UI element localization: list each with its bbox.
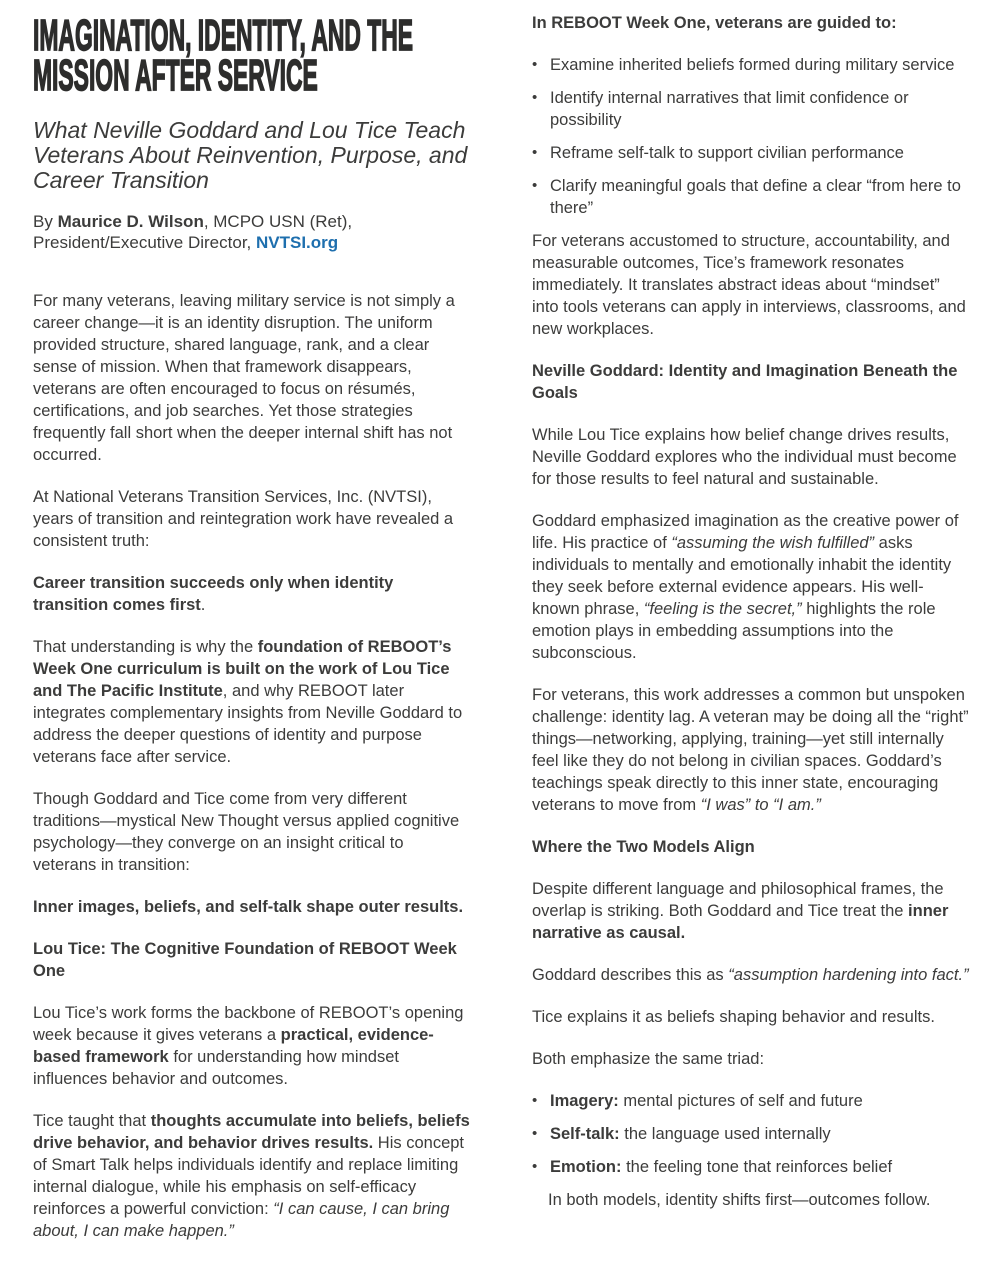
paragraph xyxy=(33,896,470,918)
text-run: Tice taught that xyxy=(33,1112,151,1130)
text-run: His concept of Smart Talk helps individuals identify and replace limiting internal dialogue, while his emphasis on self-efficacy reinforces a powerful conviction: xyxy=(33,1134,465,1218)
bullet-item xyxy=(532,1090,969,1112)
paragraph xyxy=(33,1110,470,1242)
paragraph xyxy=(532,1006,969,1028)
text-run: “assumption hardening into fact.” xyxy=(728,966,969,984)
text-run: foundation of REBOOT’s Week One curriculum is built on the work of Lou Tice and The Pacific Institute xyxy=(33,638,452,700)
bullet-text xyxy=(550,1156,969,1178)
article-title-line xyxy=(33,11,470,60)
text-run: for understanding how mindset influences behavior and outcomes. xyxy=(33,1048,399,1088)
bullet-text xyxy=(550,142,969,164)
text-run: Identify internal narratives that limit confidence or possibility xyxy=(550,89,909,129)
bullet-item xyxy=(532,1123,969,1145)
text-run: For veterans accustomed to structure, accountability, and measurable outcomes, Tice’s framework resonates immediately. It translates abstract ideas about “mindset” into tools veterans can apply in interviews, classrooms, and new workplaces. xyxy=(532,232,966,338)
text-run: practical, evidence-based framework xyxy=(33,1026,434,1066)
text-run: “feeling is the secret,” xyxy=(643,600,802,618)
bullet-list xyxy=(532,1090,969,1178)
section-heading: In REBOOT Week One, veterans are guided to: xyxy=(532,14,897,32)
bullet-item xyxy=(532,87,969,131)
article-title-line xyxy=(33,51,470,100)
text-run: “I can cause, I can bring about, I can make happen.” xyxy=(33,1200,450,1240)
bullet-item xyxy=(532,54,969,76)
paragraph xyxy=(532,230,969,340)
text-run: Though Goddard and Tice come from very different traditions—mystical New Thought versus applied cognitive psychology—they converge on an insight critical to veterans in transition: xyxy=(33,790,460,874)
text-run: In both models, identity shifts first—outcomes follow. xyxy=(548,1191,931,1209)
text-run: thoughts accumulate into beliefs, beliefs drive behavior, and behavior drives results. xyxy=(33,1112,470,1152)
section-heading: Neville Goddard: Identity and Imagination Beneath the Goals xyxy=(532,362,958,402)
text-run: Lou Tice’s work forms the backbone of REBOOT’s opening week because it gives veterans a xyxy=(33,1004,464,1044)
bullet-dot-icon: • xyxy=(532,89,538,106)
text-run: “I was” to “I am.” xyxy=(700,796,821,814)
bullet-dot-icon: • xyxy=(532,56,538,73)
paragraph xyxy=(33,486,470,552)
text-run: Maurice D. Wilson xyxy=(57,212,204,231)
text-run: Career transition succeeds only when identity transition comes first xyxy=(33,574,394,614)
article-title-text: IMAGINATION, IDENTITY, AND THE xyxy=(33,11,414,60)
paragraph xyxy=(532,1048,969,1070)
bullet-text xyxy=(550,54,969,76)
text-run: highlights the role emotion plays in embedding assumptions into the subconscious. xyxy=(532,600,936,662)
text-run: Goddard describes this as xyxy=(532,966,729,984)
text-run: mental pictures of self and future xyxy=(618,1092,863,1110)
text-run: For veterans, this work addresses a common but unspoken challenge: identity lag. A veteran may be doing all the “right” things—networking, applying, training—yet still internally feel like they do not belong in civilian spaces. Goddard’s teachings speak directly to this inner state, encouraging veterans to move from xyxy=(532,686,969,814)
text-run: Despite different language and philosophical frames, the overlap is striking. Both Goddard and Tice treat the xyxy=(532,880,944,920)
text-run: asks individuals to mentally and emotionally inhabit the identity they seek before external evidence appears. His well-known phrase, xyxy=(532,534,952,618)
bullet-dot-icon: • xyxy=(532,177,538,194)
paragraph xyxy=(532,878,969,944)
paragraph xyxy=(33,636,470,768)
bullet-dot-icon: • xyxy=(532,1158,538,1175)
bullet-dot-icon: • xyxy=(532,144,538,161)
text-run: Tice explains it as beliefs shaping behavior and results. xyxy=(532,1008,935,1026)
left-column xyxy=(33,12,470,1262)
text-run: While Lou Tice explains how belief change drives results, Neville Goddard explores who the individual must become for those results to feel natural and sustainable. xyxy=(532,426,957,488)
bullet-text xyxy=(550,175,969,219)
text-run: Inner images, beliefs, and self-talk shape outer results. xyxy=(33,898,464,916)
bullet-text xyxy=(550,1123,969,1145)
article-title xyxy=(33,11,470,100)
bullet-dot-icon: • xyxy=(532,1125,538,1142)
bullet-text xyxy=(550,1090,969,1112)
text-run: the language used internally xyxy=(619,1125,831,1143)
bullet-item xyxy=(532,1156,969,1178)
paragraph xyxy=(33,572,470,616)
paragraph xyxy=(33,788,470,876)
text-run: Emotion: xyxy=(550,1158,622,1176)
paragraph xyxy=(33,290,470,466)
text-run: “assuming the wish fulfilled” xyxy=(671,534,875,552)
byline xyxy=(33,211,470,253)
article-subtitle: What Neville Goddard and Lou Tice Teach Veterans About Reinvention, Purpose, and Career Transition xyxy=(33,117,468,193)
paragraph xyxy=(532,424,969,490)
bullet-dot-icon: • xyxy=(532,1092,538,1109)
text-run: . xyxy=(200,596,206,614)
text-run: That understanding is why the xyxy=(33,638,258,656)
paragraph xyxy=(532,510,969,664)
text-run: Self-talk: xyxy=(550,1125,620,1143)
text-run: At National Veterans Transition Services, Inc. (NVTSI), years of transition and reintegration work have revealed a consistent truth: xyxy=(33,488,454,550)
text-run: For many veterans, leaving military service is not simply a career change—it is an identity disruption. The uniform provided structure, shared language, rank, and a clear sense of mission. When that framework disappears, veterans are often encouraged to focus on résumés, certifications, and job searches. Yet those strategies frequently fall short when the deeper internal shift has not occurred. xyxy=(33,292,455,464)
bullet-list xyxy=(532,54,969,219)
text-run: Clarify meaningful goals that define a clear “from here to there” xyxy=(550,177,961,217)
text-run: the feeling tone that reinforces belief xyxy=(621,1158,893,1176)
text-run: Imagery: xyxy=(550,1092,619,1110)
paragraph xyxy=(532,964,969,986)
text-run: Goddard emphasized imagination as the creative power of life. His practice of xyxy=(532,512,959,552)
text-run: Reframe self-talk to support civilian performance xyxy=(550,144,904,162)
text-run: Both emphasize the same triad: xyxy=(532,1050,765,1068)
section-heading: Where the Two Models Align xyxy=(532,838,755,856)
indented-paragraph xyxy=(532,1189,969,1211)
text-run: By xyxy=(33,212,58,231)
text-run: , and why REBOOT later integrates complementary insights from Neville Goddard to address the deeper questions of identity and purpose veterans face after service. xyxy=(33,682,463,766)
paragraph xyxy=(532,684,969,816)
text-run: Examine inherited beliefs formed during military service xyxy=(550,56,955,74)
article-title-text: MISSION AFTER SERVICE xyxy=(33,51,318,100)
text-run: inner narrative as causal. xyxy=(532,902,949,942)
bullet-text xyxy=(550,87,969,131)
bullet-item xyxy=(532,142,969,164)
right-column xyxy=(532,12,969,1262)
paragraph xyxy=(33,1002,470,1090)
text-run: , MCPO USN (Ret), President/Executive Director, xyxy=(33,212,353,252)
nvtsi-link[interactable]: NVTSI.org xyxy=(255,233,339,252)
section-heading: Lou Tice: The Cognitive Foundation of REBOOT Week One xyxy=(33,940,457,980)
bullet-item xyxy=(532,175,969,219)
